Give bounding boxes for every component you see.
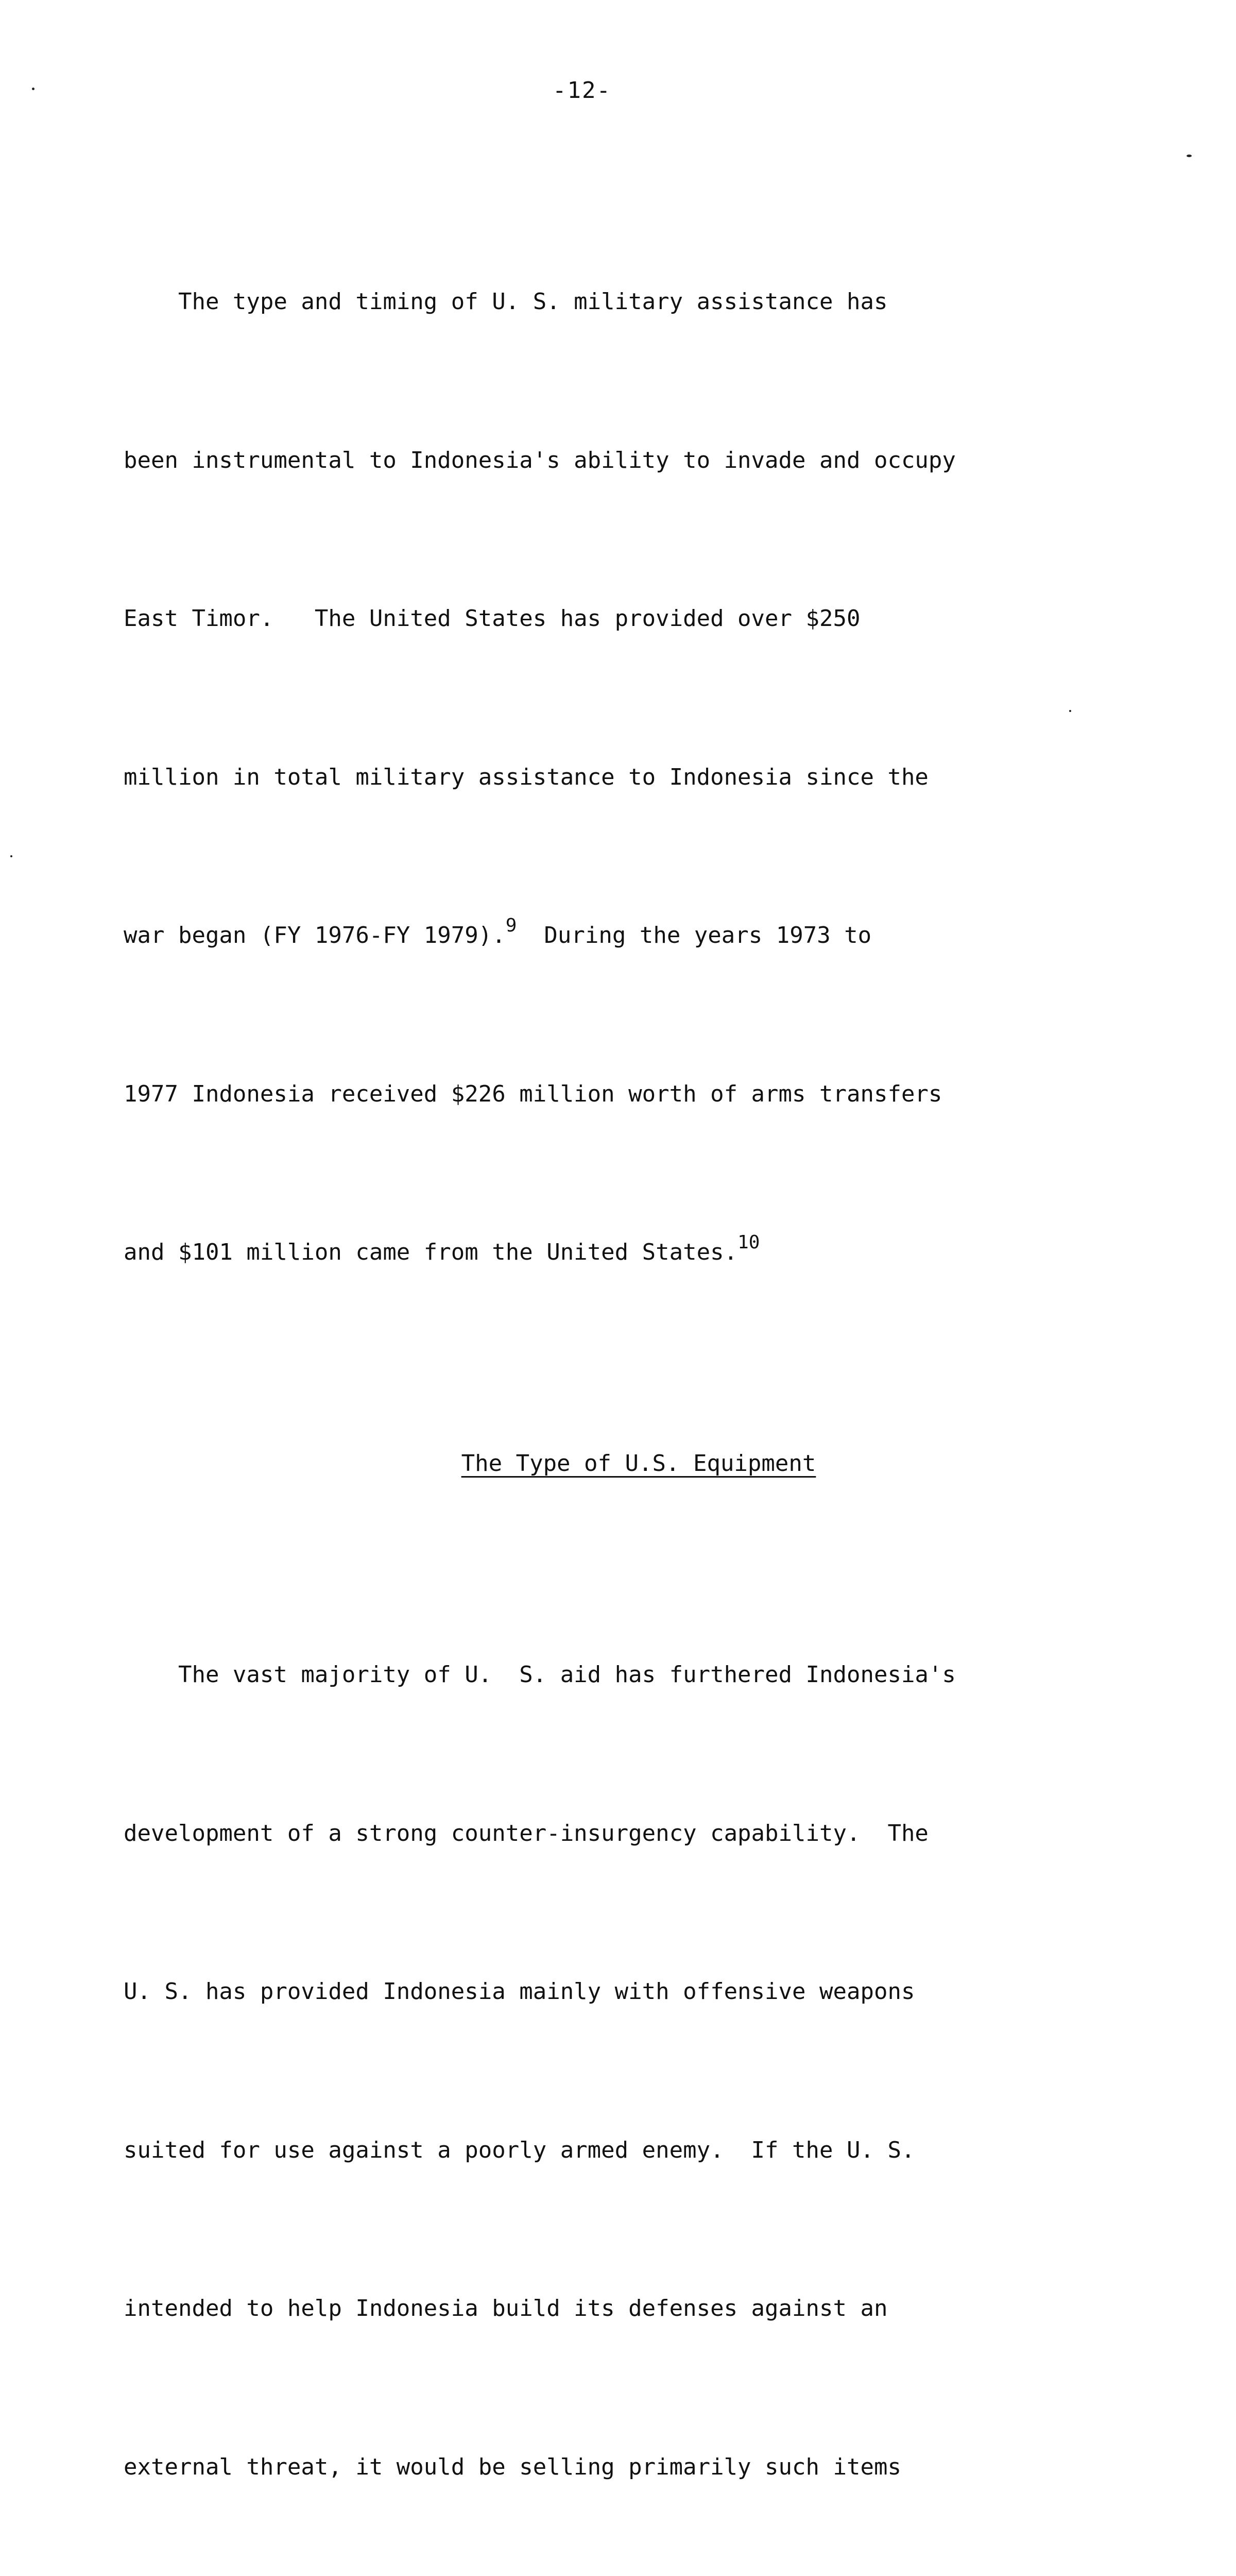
text-line: 1977 Indonesia received $226 million worth of arms transfers	[124, 1080, 942, 1107]
text-line: U. S. has provided Indonesia mainly with offensive weapons	[124, 1978, 915, 2005]
text-line: The type and timing of U. S. military assistance has	[124, 289, 888, 315]
text-line	[124, 909, 1154, 962]
page-number: -12-	[553, 77, 611, 104]
text-line: external threat, it would be selling primarily such items	[124, 2453, 901, 2480]
text-line: intended to help Indonesia build its defenses against an	[124, 2295, 888, 2321]
section-heading	[124, 1437, 1154, 1490]
text-segment: and $101 million came from the United States.	[124, 1239, 738, 1265]
text-segment: war began (FY 1976-FY 1979).	[124, 922, 506, 948]
text-line	[124, 1226, 1154, 1279]
text-line: development of a strong counter-insurgency capability. The	[124, 1820, 929, 1846]
section-heading-text: The Type of U.S. Equipment	[461, 1450, 816, 1477]
scan-speck	[1069, 710, 1071, 712]
scan-speck	[1187, 155, 1192, 157]
footnote-marker: 10	[737, 1232, 760, 1253]
text-line: million in total military assistance to Indonesia since the	[124, 764, 929, 790]
scan-speck	[10, 855, 12, 857]
footnote-marker: 9	[505, 915, 517, 936]
text-line: been instrumental to Indonesia's ability to invade and occupy	[124, 447, 956, 473]
text-line: The vast majority of U. S. aid has furthered Indonesia's	[124, 1662, 956, 1688]
text-line: East Timor. The United States has provided over $250	[124, 605, 861, 632]
text-line: suited for use against a poorly armed enemy. If the U. S.	[124, 2137, 915, 2163]
text-segment: During the years 1973 to	[517, 922, 872, 948]
scan-speck	[32, 88, 35, 90]
document-body	[124, 170, 1154, 2576]
